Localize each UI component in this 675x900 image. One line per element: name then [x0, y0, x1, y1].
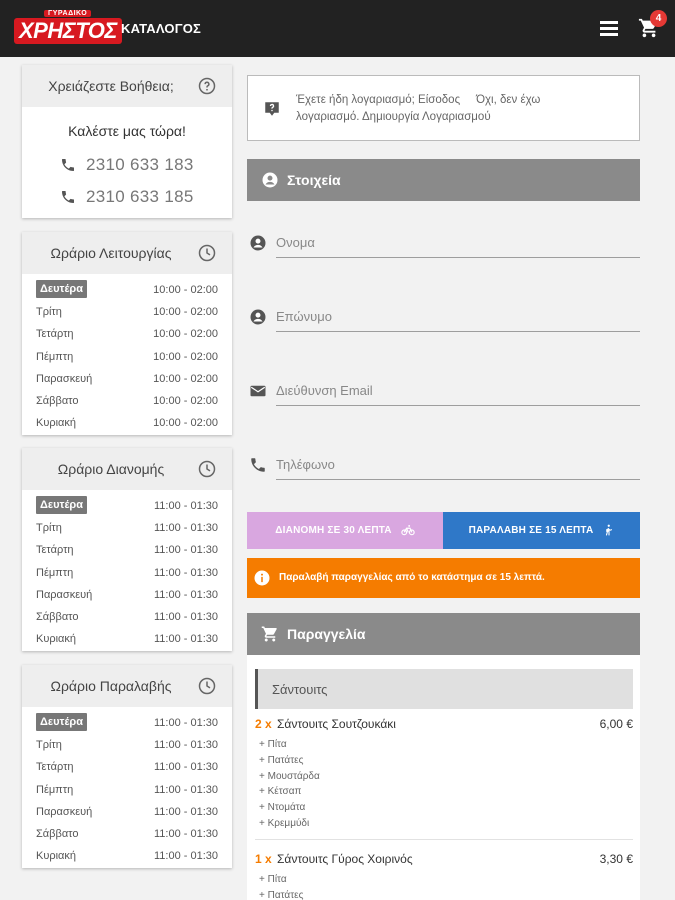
- hours-row: [36, 757, 218, 779]
- first-name-field: [247, 224, 640, 264]
- item-option: + Ντομάτα: [259, 802, 306, 814]
- operating-hours-list: [22, 274, 232, 435]
- phone-icon: [60, 189, 76, 205]
- item-option: + Κρεμμύδι: [259, 817, 310, 829]
- shopping-cart-icon: [261, 625, 279, 643]
- phone-row[interactable]: [22, 183, 232, 211]
- time-range: 11:00 - 01:30: [153, 783, 218, 796]
- hours-row: [36, 846, 218, 868]
- day-label: Πέμπτη: [36, 783, 74, 796]
- email-field: [247, 372, 640, 412]
- item-option: + Πίτα: [259, 874, 287, 885]
- time-range: 11:00 - 01:30: [153, 522, 218, 535]
- logo-subtitle: ΓΥΡΑΔΙΚΟ: [44, 10, 91, 17]
- login-link[interactable]: Έχετε ήδη λογαριασμό; Είσοδος: [296, 94, 461, 106]
- clock-icon: [198, 460, 216, 478]
- clock-icon: [198, 244, 216, 262]
- hours-row: [36, 585, 218, 607]
- item-option: + Κέτσαπ: [259, 786, 302, 798]
- order-category: [255, 669, 633, 709]
- pickup-hours-card: [22, 665, 232, 868]
- help-card: [22, 65, 232, 218]
- time-range: 11:00 - 01:30: [153, 761, 218, 774]
- delivery-hours-header: [22, 448, 232, 490]
- hours-row: [36, 302, 218, 324]
- pickup-button[interactable]: [443, 512, 640, 549]
- time-range: 11:00 - 01:30: [153, 566, 218, 579]
- item-option: + Πίτα: [259, 739, 287, 750]
- time-range: 10:00 - 02:00: [153, 306, 218, 319]
- operating-hours-header: [22, 232, 232, 274]
- hours-row: [36, 391, 218, 413]
- day-label: Κυριακή: [36, 633, 77, 646]
- help-card-header: [22, 65, 232, 107]
- time-range: 10:00 - 02:00: [153, 372, 218, 385]
- hours-row: [36, 369, 218, 391]
- day-label: Σάββατο: [36, 394, 79, 407]
- envelope-icon: [249, 382, 267, 400]
- logo[interactable]: [14, 10, 117, 46]
- delivery-hours-list: [22, 490, 232, 651]
- day-label: Σάββατο: [36, 827, 79, 840]
- day-label: Παρασκευή: [36, 372, 93, 385]
- hamburger-menu-icon[interactable]: [600, 21, 618, 35]
- pickup-hours-title: Ωράριο Παραλαβής: [50, 678, 172, 694]
- item-options: [259, 737, 320, 832]
- item-name: Σάντουιτς Σουτζουκάκι: [277, 717, 396, 731]
- time-range: 10:00 - 02:00: [153, 350, 218, 363]
- question-circle-icon: [198, 77, 216, 95]
- help-title: Χρειάζεστε Βοήθεια;: [48, 78, 174, 94]
- time-range: 10:00 - 02:00: [153, 328, 218, 341]
- delivery-button[interactable]: [247, 512, 443, 549]
- time-range: 11:00 - 01:30: [153, 805, 218, 818]
- hours-row: [36, 280, 218, 302]
- clock-icon: [198, 677, 216, 695]
- pickup-notice: [247, 558, 640, 598]
- login-text: [296, 92, 596, 126]
- last-name-field: [247, 298, 640, 338]
- day-label: Τρίτη: [36, 522, 62, 535]
- operating-hours-card: [22, 232, 232, 435]
- phone-number-2[interactable]: 2310 633 185: [86, 187, 194, 206]
- account-circle-icon: [249, 308, 267, 326]
- time-range: 11:00 - 01:30: [153, 827, 218, 840]
- order-section-header: [247, 613, 640, 655]
- day-label: Τρίτη: [36, 739, 62, 752]
- delivery-hours-card: [22, 448, 232, 651]
- item-option: + Πατάτες: [259, 754, 304, 766]
- account-circle-icon: [249, 234, 267, 252]
- bicycle-icon: [401, 523, 415, 537]
- help-bubble-icon: [263, 100, 281, 118]
- hours-row: [36, 607, 218, 629]
- pickup-notice-text: Παραλαβή παραγγελίας από το κατάστημα σε 15 λεπτά.: [279, 572, 545, 583]
- item-price: 6,00 €: [599, 717, 633, 731]
- pickup-hours-header: [22, 665, 232, 707]
- day-label: Κυριακή: [36, 417, 77, 430]
- item-options: [259, 872, 303, 900]
- pickup-label: ΠΑΡΑΛΑΒΗ ΣΕ 15 ΛΕΠΤΑ: [468, 525, 594, 536]
- call-us-text: Καλέστε μας τώρα!: [68, 123, 186, 139]
- day-label: Παρασκευή: [36, 588, 93, 601]
- logo-title: ΧΡΗΣΤΟΣ: [14, 18, 122, 44]
- day-label: Τετάρτη: [36, 544, 74, 557]
- day-label: Πέμπτη: [36, 350, 74, 363]
- time-range: 11:00 - 01:30: [153, 633, 218, 646]
- day-label: Κυριακή: [36, 850, 77, 863]
- day-label: Πέμπτη: [36, 566, 74, 579]
- time-range: 10:00 - 02:00: [153, 394, 218, 407]
- phone-number-1[interactable]: 2310 633 183: [86, 155, 194, 174]
- item-option: + Μουστάρδα: [259, 770, 320, 782]
- details-title: Στοιχεία: [287, 172, 341, 188]
- account-circle-icon: [261, 171, 279, 189]
- last-name-input[interactable]: [276, 302, 640, 332]
- order-category-label: Σάντουιτς: [272, 682, 328, 697]
- time-range: 11:00 - 01:30: [153, 850, 218, 863]
- hours-row: [36, 563, 218, 585]
- hours-row: [36, 802, 218, 824]
- hours-row: [36, 540, 218, 562]
- time-range: 11:00 - 01:30: [153, 717, 218, 729]
- create-account-link[interactable]: Όχι, δεν έχω λογαριασμό. Δημιουργία Λογαριασμού: [296, 94, 541, 123]
- day-label: Παρασκευή: [36, 805, 93, 818]
- time-range: 11:00 - 01:30: [153, 739, 218, 752]
- catalog-link[interactable]: ΚΑΤΑΛΟΓΟΣ: [121, 21, 202, 36]
- hours-row: [36, 324, 218, 346]
- day-label: Δευτέρα: [36, 496, 87, 514]
- item-quantity: 1 x: [255, 852, 272, 866]
- cart-count-badge: 4: [650, 10, 667, 27]
- phone-field: [247, 446, 640, 486]
- hours-row: [36, 713, 218, 735]
- hours-row: [36, 413, 218, 435]
- phone-icon: [249, 456, 267, 474]
- order-item[interactable]: [255, 717, 633, 833]
- day-label: Τετάρτη: [36, 328, 74, 341]
- item-price: 3,30 €: [599, 852, 633, 866]
- hours-row: [36, 824, 218, 846]
- hours-row: [36, 735, 218, 757]
- item-name: Σάντουιτς Γύρος Χοιρινός: [277, 852, 413, 866]
- operating-hours-title: Ωράριο Λειτουργίας: [50, 245, 172, 261]
- first-name-input[interactable]: [276, 228, 640, 258]
- hours-row: [36, 518, 218, 540]
- time-range: 11:00 - 01:30: [153, 610, 218, 623]
- login-prompt: [247, 75, 640, 141]
- hours-row: [36, 629, 218, 651]
- phone-input[interactable]: [276, 450, 640, 480]
- email-input[interactable]: [276, 376, 640, 406]
- item-option: + Πατάτες: [259, 889, 304, 900]
- day-label: Τετάρτη: [36, 761, 74, 774]
- time-range: 11:00 - 01:30: [153, 500, 218, 512]
- details-section-header: [247, 159, 640, 201]
- phone-icon: [60, 157, 76, 173]
- day-label: Δευτέρα: [36, 713, 87, 731]
- time-range: 10:00 - 02:00: [153, 417, 218, 430]
- info-icon: [253, 569, 271, 587]
- delivery-hours-title: Ωράριο Διανομής: [57, 461, 165, 477]
- item-quantity: 2 x: [255, 717, 272, 731]
- order-list: [247, 655, 640, 900]
- day-label: Δευτέρα: [36, 280, 87, 298]
- day-label: Σάββατο: [36, 610, 79, 623]
- order-title: Παραγγελία: [287, 626, 366, 642]
- time-range: 10:00 - 02:00: [153, 284, 218, 296]
- item-divider: [255, 839, 633, 840]
- time-range: 11:00 - 01:30: [153, 544, 218, 557]
- hours-row: [36, 496, 218, 518]
- top-bar: [0, 0, 675, 57]
- walking-person-icon: [602, 523, 614, 537]
- pickup-hours-list: [22, 707, 232, 868]
- delivery-label: ΔΙΑΝΟΜΗ ΣΕ 30 ΛΕΠΤΑ: [275, 525, 392, 536]
- hours-row: [36, 347, 218, 369]
- order-item[interactable]: [255, 852, 633, 900]
- time-range: 11:00 - 01:30: [153, 588, 218, 601]
- day-label: Τρίτη: [36, 306, 62, 319]
- phone-row[interactable]: [22, 151, 232, 179]
- hours-row: [36, 780, 218, 802]
